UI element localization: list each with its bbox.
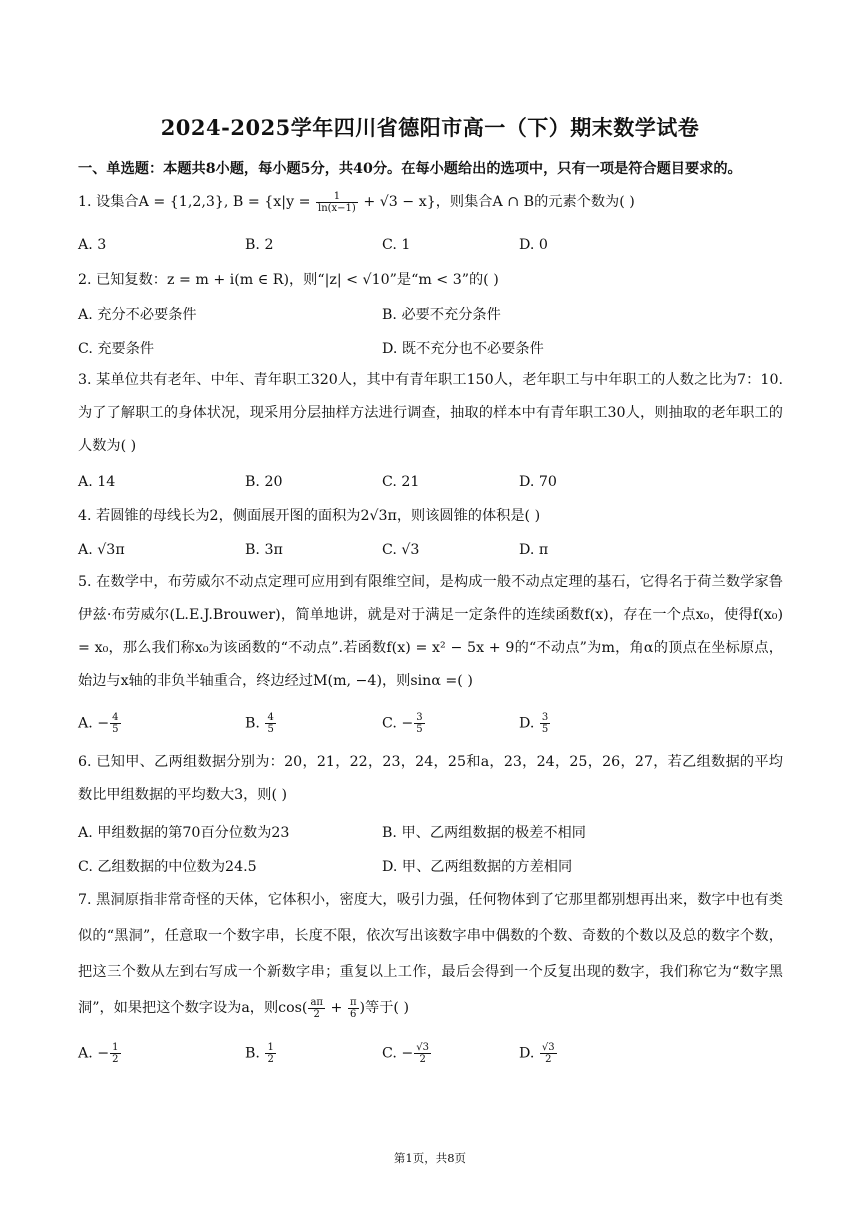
fraction-numerator: √3 <box>416 1042 429 1053</box>
option-label: C. − <box>382 715 414 732</box>
question-7-fraction-1 <box>308 997 325 1020</box>
fraction-numerator: 3 <box>541 712 549 723</box>
question-5-option-b <box>245 712 277 735</box>
question-2-option-b: B. 必要不充分条件 <box>382 307 501 323</box>
fraction-denominator: 5 <box>541 724 549 735</box>
option-label: C. − <box>382 1045 414 1062</box>
question-4-option-a: A. √3π <box>78 542 125 558</box>
fraction-denominator: 2 <box>419 1054 426 1065</box>
question-6-option-c: C. 乙组数据的中位数为24.5 <box>78 859 257 875</box>
question-1-option-a: A. 3 <box>78 237 107 253</box>
page-title: 2024-2025学年四川省德阳市高一（下）期末数学试卷 <box>160 115 700 140</box>
question-7-plus: + <box>326 1000 347 1016</box>
fraction-denominator: 5 <box>267 724 274 735</box>
option-fraction <box>110 712 120 735</box>
fraction-denominator: 6 <box>350 1008 357 1020</box>
fraction-numerator: 4 <box>267 712 274 723</box>
question-2-option-a: A. 充分不必要条件 <box>78 307 197 323</box>
fraction-numerator: π <box>349 996 357 1008</box>
fraction-denominator: 5 <box>112 724 119 735</box>
option-label: D. <box>519 715 539 732</box>
question-5-option-c <box>382 712 426 735</box>
question-1-prompt-end: + √3 − x}，则集合A ∩ B的元素个数为( ) <box>358 194 635 210</box>
fraction-numerator: √3 <box>541 1042 555 1053</box>
question-4: 4. 若圆锥的母线长为2，侧面展开图的面积为2√3π，则该圆锥的体积是( ) <box>78 508 541 524</box>
question-1-option-d: D. 0 <box>519 237 548 253</box>
question-3-option-c: C. 21 <box>382 474 420 490</box>
option-fraction <box>110 1042 120 1065</box>
question-7-option-d <box>519 1042 558 1065</box>
page-footer: 第1页，共8页 <box>393 1151 467 1165</box>
question-5-option-a <box>78 712 122 735</box>
option-fraction <box>540 1042 557 1065</box>
fraction-numerator: 3 <box>416 712 423 723</box>
question-7-option-c <box>382 1042 432 1065</box>
option-label: A. − <box>78 715 110 732</box>
question-6-option-b: B. 甲、乙两组数据的极差不相同 <box>382 825 586 841</box>
fraction-numerator: 4 <box>112 712 119 723</box>
question-7 <box>78 882 783 1026</box>
option-fraction <box>540 712 550 735</box>
question-3-option-d: D. 70 <box>519 474 557 490</box>
fraction-numerator: aπ <box>310 996 324 1008</box>
fraction-denominator: 5 <box>416 724 423 735</box>
question-1-option-c: C. 1 <box>382 237 411 253</box>
option-label: A. − <box>78 1045 110 1062</box>
question-1-fraction <box>316 191 358 214</box>
question-6-option-a: A. 甲组数据的第70百分位数为23 <box>78 825 290 841</box>
question-1-prompt-start: 1. 设集合A = {1,2,3}, B = {x|y = <box>78 194 315 210</box>
question-4-option-d: D. π <box>519 542 549 558</box>
fraction-denominator: ln(x−1) <box>318 202 356 214</box>
question-3: 3. 某单位共有老年、中年、青年职工320人，其中有青年职工150人，老年职工与中年职工的人数之比为7：10.为了了解职工的身体状况，现采用分层抽样方法进行调查，抽取的样本中有青年职工30人，则抽取的老年职工的人数为( ) <box>78 372 783 454</box>
fraction-denominator: 2 <box>112 1054 119 1065</box>
question-2-option-c: C. 充要条件 <box>78 341 155 357</box>
question-1 <box>78 186 783 219</box>
question-7-option-a <box>78 1042 122 1065</box>
question-3-option-a: A. 14 <box>78 474 116 490</box>
question-2-option-d: D. 既不充分也不必要条件 <box>382 341 544 357</box>
option-fraction <box>265 1042 275 1065</box>
fraction-denominator: 2 <box>267 1054 274 1065</box>
section-heading: 一、单选题：本题共8小题，每小题5分，共40分。在每小题给出的选项中，只有一项是符合题目要求的。 <box>78 161 742 177</box>
fraction-denominator: 2 <box>545 1054 552 1065</box>
question-7-prompt-start: 7. 黑洞原指非常奇怪的天体，它体积小，密度大，吸引力强，任何物体到了它那里都别想再出来，数字中也有类似的“黑洞”，任意取一个数字串，长度不限，依次写出该数字串中偶数的个数、奇数的个数以及总的数字个数，把这三个数从左到右写成一个新数字串；重复以上工作，最后会得到一个反复出现的数字，我们称它为“数字黑洞”，如果把这个数字设为a，则cos( <box>78 892 783 1016</box>
question-4-option-c: C. √3 <box>382 542 420 558</box>
question-6-option-d: D. 甲、乙两组数据的方差相同 <box>382 859 573 875</box>
fraction-numerator: 1 <box>112 1042 119 1053</box>
fraction-denominator: 2 <box>313 1008 320 1020</box>
fraction-numerator: 1 <box>267 1042 274 1053</box>
question-6: 6. 已知甲、乙两组数据分别为：20，21，22，23，24，25和a，23，24，25，26，27，若乙组数据的平均数比甲组数据的平均数大3，则( ) <box>78 754 783 803</box>
option-label: B. <box>245 1045 265 1062</box>
option-fraction <box>414 1042 431 1065</box>
option-label: D. <box>519 1045 539 1062</box>
question-7-prompt-end: )等于( ) <box>359 1000 410 1016</box>
fraction-numerator: 1 <box>316 191 358 203</box>
question-5-option-d <box>519 712 551 735</box>
question-1-option-b: B. 2 <box>245 237 274 253</box>
option-fraction <box>265 712 275 735</box>
option-label: B. <box>245 715 265 732</box>
question-7-option-b <box>245 1042 277 1065</box>
question-2: 2. 已知复数：z = m + i(m ∈ R)，则“|z| < √10”是“m < 3”的( ) <box>78 272 499 288</box>
question-7-fraction-2 <box>348 997 359 1020</box>
question-5: 5. 在数学中，布劳威尔不动点定理可应用到有限维空间，是构成一般不动点定理的基石，它得名于荷兰数学家鲁伊兹·布劳威尔(L.E.J.Brouwer)，简单地讲，就是对于满足一定条件的连续函数f(x)，存在一个点x₀，使得f(x₀) = x₀，那么我们称x₀为该函数的“不动点”.若函数f(x) = x² − 5x + 9的“不动点”为m，角α的顶点在坐标原点，始边与x轴的非负半轴重合，终边经过M(m, −4)，则sinα =( ) <box>78 574 783 689</box>
question-3-option-b: B. 20 <box>245 474 283 490</box>
question-4-option-b: B. 3π <box>245 542 283 558</box>
option-fraction <box>414 712 424 735</box>
